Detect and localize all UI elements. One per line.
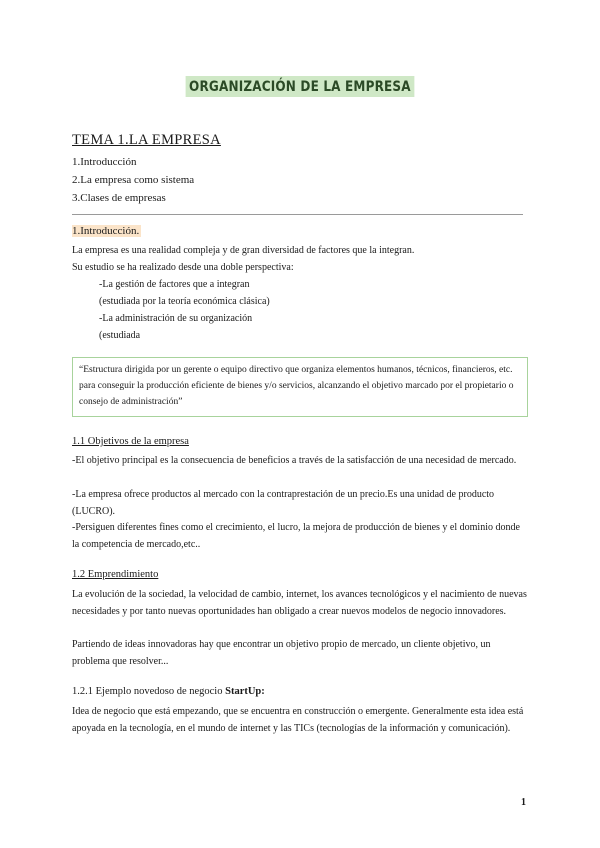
emprendimiento-paragraph: Partiendo de ideas innovadoras hay que encontrar un objetivo propio de mercado, un cliente objetivo, un problema que resolver...	[72, 639, 491, 667]
objetivos-paragraph: -Persiguen diferentes fines como el crecimiento, el lucro, la mejora de producción de bienes y el dominio donde la competencia de mercado,etc..	[72, 522, 520, 550]
startup-heading-prefix: 1.2.1 Ejemplo novedoso de negocio	[72, 686, 226, 697]
toc-item: 1.Introducción	[72, 156, 137, 168]
startup-paragraph: Idea de negocio que está empezando, que se encuentra en construcción o emergente. Generalmente esta idea está apoyada en la tecnología, en el mundo de internet y las TICs (tecnologías de la información y comunicación).	[72, 706, 524, 734]
startup-heading	[72, 686, 265, 697]
intro-list-item: -La administración de su organización	[99, 313, 253, 324]
document-title	[0, 76, 600, 97]
startup-heading-bold: StartUp:	[225, 686, 265, 697]
document-title-text: ORGANIZACIÓN DE LA EMPRESA	[186, 76, 415, 97]
emprendimiento-paragraph: La evolución de la sociedad, la velocidad de cambio, internet, los avances tecnológicos y el nacimiento de nuevas necesidades y por tanto nuevas oportunidades han obligado a crear nuevos modelos de negocio innovadores.	[72, 589, 527, 617]
intro-heading: 1.Introducción.	[72, 225, 140, 237]
tema-heading: TEMA 1.LA EMPRESA	[72, 132, 221, 148]
objetivos-paragraph: -La empresa ofrece productos al mercado con la contraprestación de un precio.Es una unidad de producto (LUCRO).	[72, 489, 495, 517]
objetivos-heading: 1.1 Objetivos de la empresa	[72, 436, 189, 447]
emprendimiento-heading: 1.2 Emprendimiento	[72, 569, 159, 580]
intro-list-item: (estudiada por la teoría económica clásica)	[99, 296, 270, 307]
intro-line: Su estudio se ha realizado desde una doble perspectiva:	[72, 262, 294, 273]
page-number: 1	[521, 797, 526, 808]
intro-list-item: -La gestión de factores que a integran	[99, 279, 250, 290]
intro-line: La empresa es una realidad compleja y de gran diversidad de factores que la integran.	[72, 245, 415, 256]
definition-quote: “Estructura dirigida por un gerente o equipo directivo que organiza elementos humanos, técnicos, financieros, etc. para conseguir la producción eficiente de bienes y/o servicios, alcanzando el objetivo marcado por el propietario o consejo de administración”	[72, 357, 528, 417]
section-divider	[72, 214, 523, 215]
table-of-contents	[72, 153, 194, 207]
toc-item: 3.Clases de empresas	[72, 192, 166, 204]
objetivos-paragraph: -El objetivo principal es la consecuencia de beneficios a través de la satisfacción de una necesidad de mercado.	[72, 455, 517, 466]
toc-item: 2.La empresa como sistema	[72, 174, 195, 186]
intro-list-item: (estudiada	[99, 330, 141, 341]
